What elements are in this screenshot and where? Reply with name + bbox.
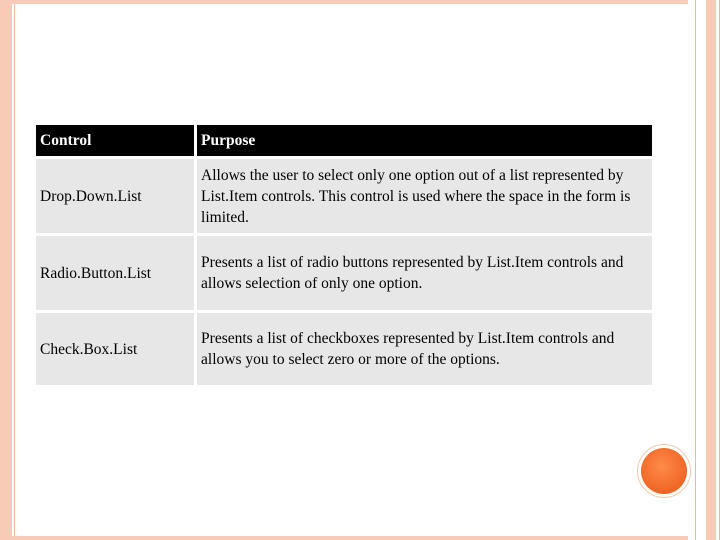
table-row: [36, 233, 652, 310]
slide-frame-right-line: [695, 0, 696, 540]
decorative-orange-circle: [641, 448, 687, 494]
slide-frame-right-band: [706, 0, 716, 540]
cell-control: Check.Box.List: [36, 310, 194, 385]
table-row: [36, 156, 652, 233]
slide-frame-left-line: [14, 0, 15, 540]
header-purpose: Purpose: [194, 125, 652, 156]
slide-frame-left: [0, 0, 12, 540]
table-header-row: [36, 125, 652, 156]
table-row: [36, 310, 652, 385]
cell-purpose: Allows the user to select only one option out of a list represented by List.Item controls. This control is used where the space in the form is limited.: [194, 156, 652, 233]
controls-table: [36, 125, 652, 385]
cell-purpose: Presents a list of radio buttons represented by List.Item controls and allows selection of only one option.: [194, 233, 652, 310]
header-control: Control: [36, 125, 194, 156]
cell-control: Radio.Button.List: [36, 233, 194, 310]
cell-purpose: Presents a list of checkboxes represented by List.Item controls and allows you to select zero or more of the options.: [194, 310, 652, 385]
slide-frame-bottom: [12, 536, 688, 540]
cell-control: Drop.Down.List: [36, 156, 194, 233]
slide-frame-top: [12, 0, 688, 4]
